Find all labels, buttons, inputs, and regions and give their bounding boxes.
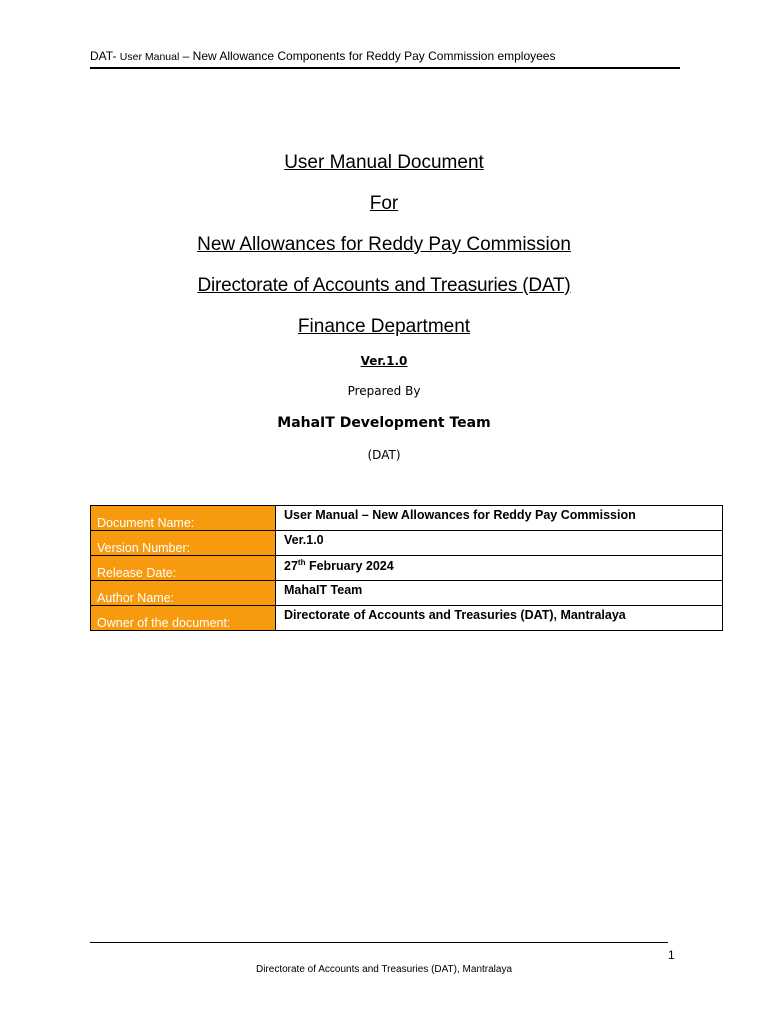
table-row [91, 581, 723, 606]
row-label: Document Name: [91, 506, 276, 531]
author-name-value: MahaIT Team [276, 581, 723, 606]
release-date-value [276, 556, 723, 581]
document-name-value: User Manual – New Allowances for Reddy Pay Commission [284, 508, 636, 522]
title-line-3: New Allowances for Reddy Pay Commission [197, 234, 571, 255]
team-name: MahaIT Development Team [277, 415, 491, 431]
table-row [91, 506, 723, 531]
prepared-by-label: Prepared By [347, 384, 421, 398]
title-line-2: For [369, 193, 399, 214]
footer-text: Directorate of Accounts and Treasuries (DAT), Mantralaya [255, 964, 513, 975]
table-row [91, 606, 723, 631]
owner-value: Directorate of Accounts and Treasuries (DAT), Mantralaya [276, 606, 723, 631]
footer-divider [90, 942, 668, 943]
title-line-1: User Manual Document [284, 152, 484, 173]
page-header [90, 47, 680, 69]
header-prefix: DAT- [90, 49, 120, 63]
table-row [91, 531, 723, 556]
table-row [91, 556, 723, 581]
release-month-year: February 2024 [305, 559, 394, 574]
release-day: 27 [284, 559, 298, 574]
row-label: Author Name: [91, 581, 276, 606]
row-value [276, 506, 723, 531]
title-line-5: Finance Department [297, 316, 471, 337]
release-day-suffix: th [297, 558, 306, 567]
row-label: Release Date: [91, 556, 276, 581]
row-label: Owner of the document: [91, 606, 276, 631]
row-label: Version Number: [91, 531, 276, 556]
team-subtitle: (DAT) [367, 448, 401, 462]
version-label: Ver.1.0 [360, 354, 408, 368]
title-block [0, 148, 768, 353]
title-line-4: Directorate of Accounts and Treasuries (DAT) [197, 275, 571, 296]
document-info-table [90, 505, 723, 631]
header-manual: User Manual [119, 51, 180, 63]
version-number-value: Ver.1.0 [276, 531, 723, 556]
page-number: 1 [668, 948, 675, 962]
header-rest: – New Allowance Components for Reddy Pay Commission employees [179, 49, 556, 63]
